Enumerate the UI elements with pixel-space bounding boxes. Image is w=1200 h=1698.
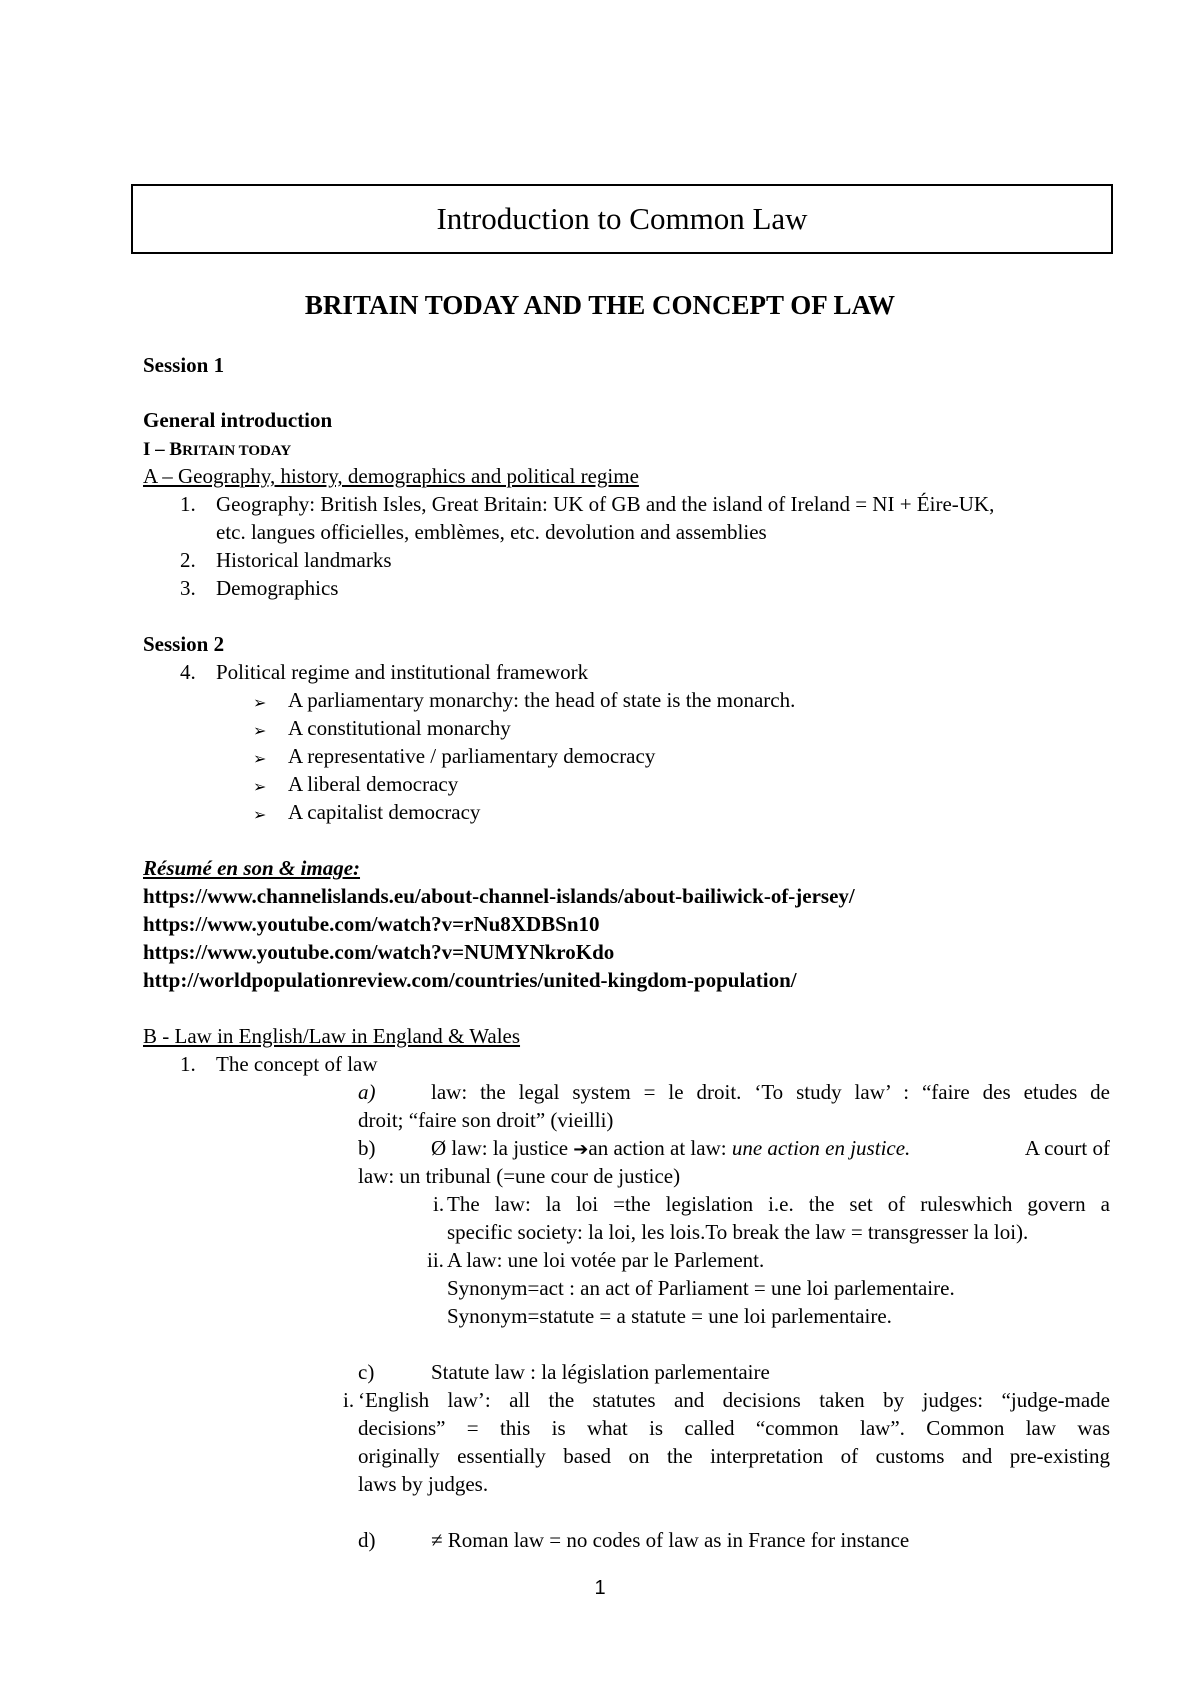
item-marker: c) [358, 1360, 375, 1384]
b-line-start [431, 1138, 910, 1159]
definition-line [431, 1138, 1110, 1159]
list-item-text: Demographics [216, 576, 339, 600]
arrow-bullet-icon: ➢ [253, 721, 267, 740]
definition-line: Synonym=act : an act of Parliament = une loi parlementaire. [447, 1276, 955, 1300]
list-item-text: Historical landmarks [216, 548, 392, 572]
right-arrow-icon: ➔ [573, 1139, 589, 1160]
arrow-bullet-icon: ➢ [253, 693, 267, 712]
list-item-number: 4. [180, 660, 196, 684]
list-item-continuation: etc. langues officielles, emblèmes, etc. devolution and assemblies [216, 520, 767, 544]
bullet-text: A constitutional monarchy [288, 716, 511, 740]
definition-line: A law: une loi votée par le Parlement. [447, 1248, 765, 1272]
arrow-bullet-icon: ➢ [253, 777, 267, 796]
definition-line: specific society: la loi, les lois.To break the law = transgresser la loi). [447, 1220, 1029, 1244]
list-item-text: Geography: British Isles, Great Britain: UK of GB and the island of Ireland = NI + Éire-UK, [216, 492, 995, 516]
definition-line: droit; “faire son droit” (vieilli) [358, 1108, 614, 1132]
bullet-text: A liberal democracy [288, 772, 459, 796]
title-box [131, 184, 1113, 254]
list-item-number: 1. [180, 492, 196, 516]
item-marker: i. [433, 1192, 445, 1216]
list-item-text: Political regime and institutional framework [216, 660, 589, 684]
resume-label: Résumé en son & image: [143, 856, 361, 880]
definition-line: Statute law : la législation parlementaire [431, 1360, 770, 1384]
resource-link[interactable]: https://www.youtube.com/watch?v=NUMYNkroKdo [143, 940, 615, 964]
main-title: BRITAIN TODAY AND THE CONCEPT OF LAW [304, 290, 896, 320]
definition-line: Synonym=statute = a statute = une loi parlementaire. [447, 1304, 892, 1328]
bullet-text: A capitalist democracy [288, 800, 481, 824]
arrow-bullet-icon: ➢ [253, 805, 267, 824]
part-i-prefix: I – [143, 439, 170, 460]
bullet-text: A parliamentary monarchy: the head of state is the monarch. [288, 688, 796, 712]
page-number: 1 [594, 1577, 606, 1599]
definition-line: law: un tribunal (=une cour de justice) [358, 1164, 681, 1188]
resource-link[interactable]: http://worldpopulationreview.com/countries/united-kingdom-population/ [143, 968, 797, 992]
part-i-rest: RITAIN TODAY [182, 443, 292, 459]
item-marker: b) [358, 1136, 376, 1160]
definition-line: laws by judges. [358, 1472, 489, 1496]
course-title: Introduction to Common Law [436, 201, 808, 236]
item-marker: i. [343, 1388, 355, 1412]
section-b-heading: B - Law in English/Law in England & Wales [143, 1024, 521, 1048]
list-item-number: 1. [180, 1052, 196, 1076]
part-i-initial: B [169, 439, 183, 460]
part-i-heading [143, 438, 291, 459]
arrow-bullet-icon: ➢ [253, 749, 267, 768]
b-line-post: A court of [1024, 1136, 1110, 1160]
resource-link[interactable]: https://www.youtube.com/watch?v=rNu8XDBSn10 [143, 912, 600, 936]
session-1-label: Session 1 [143, 353, 225, 377]
list-item-number: 3. [180, 576, 196, 600]
b-line-italic: une action en justice. [731, 1136, 911, 1160]
resource-link[interactable]: https://www.channelislands.eu/about-channel-islands/about-bailiwick-of-jersey/ [143, 884, 855, 908]
definition-line: decisions” = this is what is called “common law”. Common law was [358, 1416, 1110, 1440]
item-marker: a) [358, 1080, 376, 1104]
session-2-label: Session 2 [143, 632, 225, 656]
item-marker: ii. [427, 1248, 444, 1272]
list-item-text: The concept of law [216, 1052, 378, 1076]
definition-line: The law: la loi =the legislation i.e. the set of ruleswhich govern a [447, 1192, 1110, 1216]
definition-line: ≠ Roman law = no codes of law as in France for instance [431, 1528, 910, 1552]
bullet-text: A representative / parliamentary democracy [288, 744, 656, 768]
section-a-heading: A – Geography, history, demographics and political regime [143, 464, 639, 488]
definition-line: law: the legal system = le droit. ‘To study law’ : “faire des etudes de [431, 1080, 1110, 1104]
b-line-pre: Ø law: la justice [431, 1136, 569, 1160]
b-line-mid: an action at law: [588, 1136, 727, 1160]
definition-line: originally essentially based on the interpretation of customs and pre-existing [358, 1444, 1110, 1468]
list-item-number: 2. [180, 548, 196, 572]
general-introduction-heading: General introduction [143, 408, 333, 432]
definition-line: ‘English law’: all the statutes and decisions taken by judges: “judge-made [358, 1388, 1110, 1412]
item-marker: d) [358, 1528, 376, 1552]
